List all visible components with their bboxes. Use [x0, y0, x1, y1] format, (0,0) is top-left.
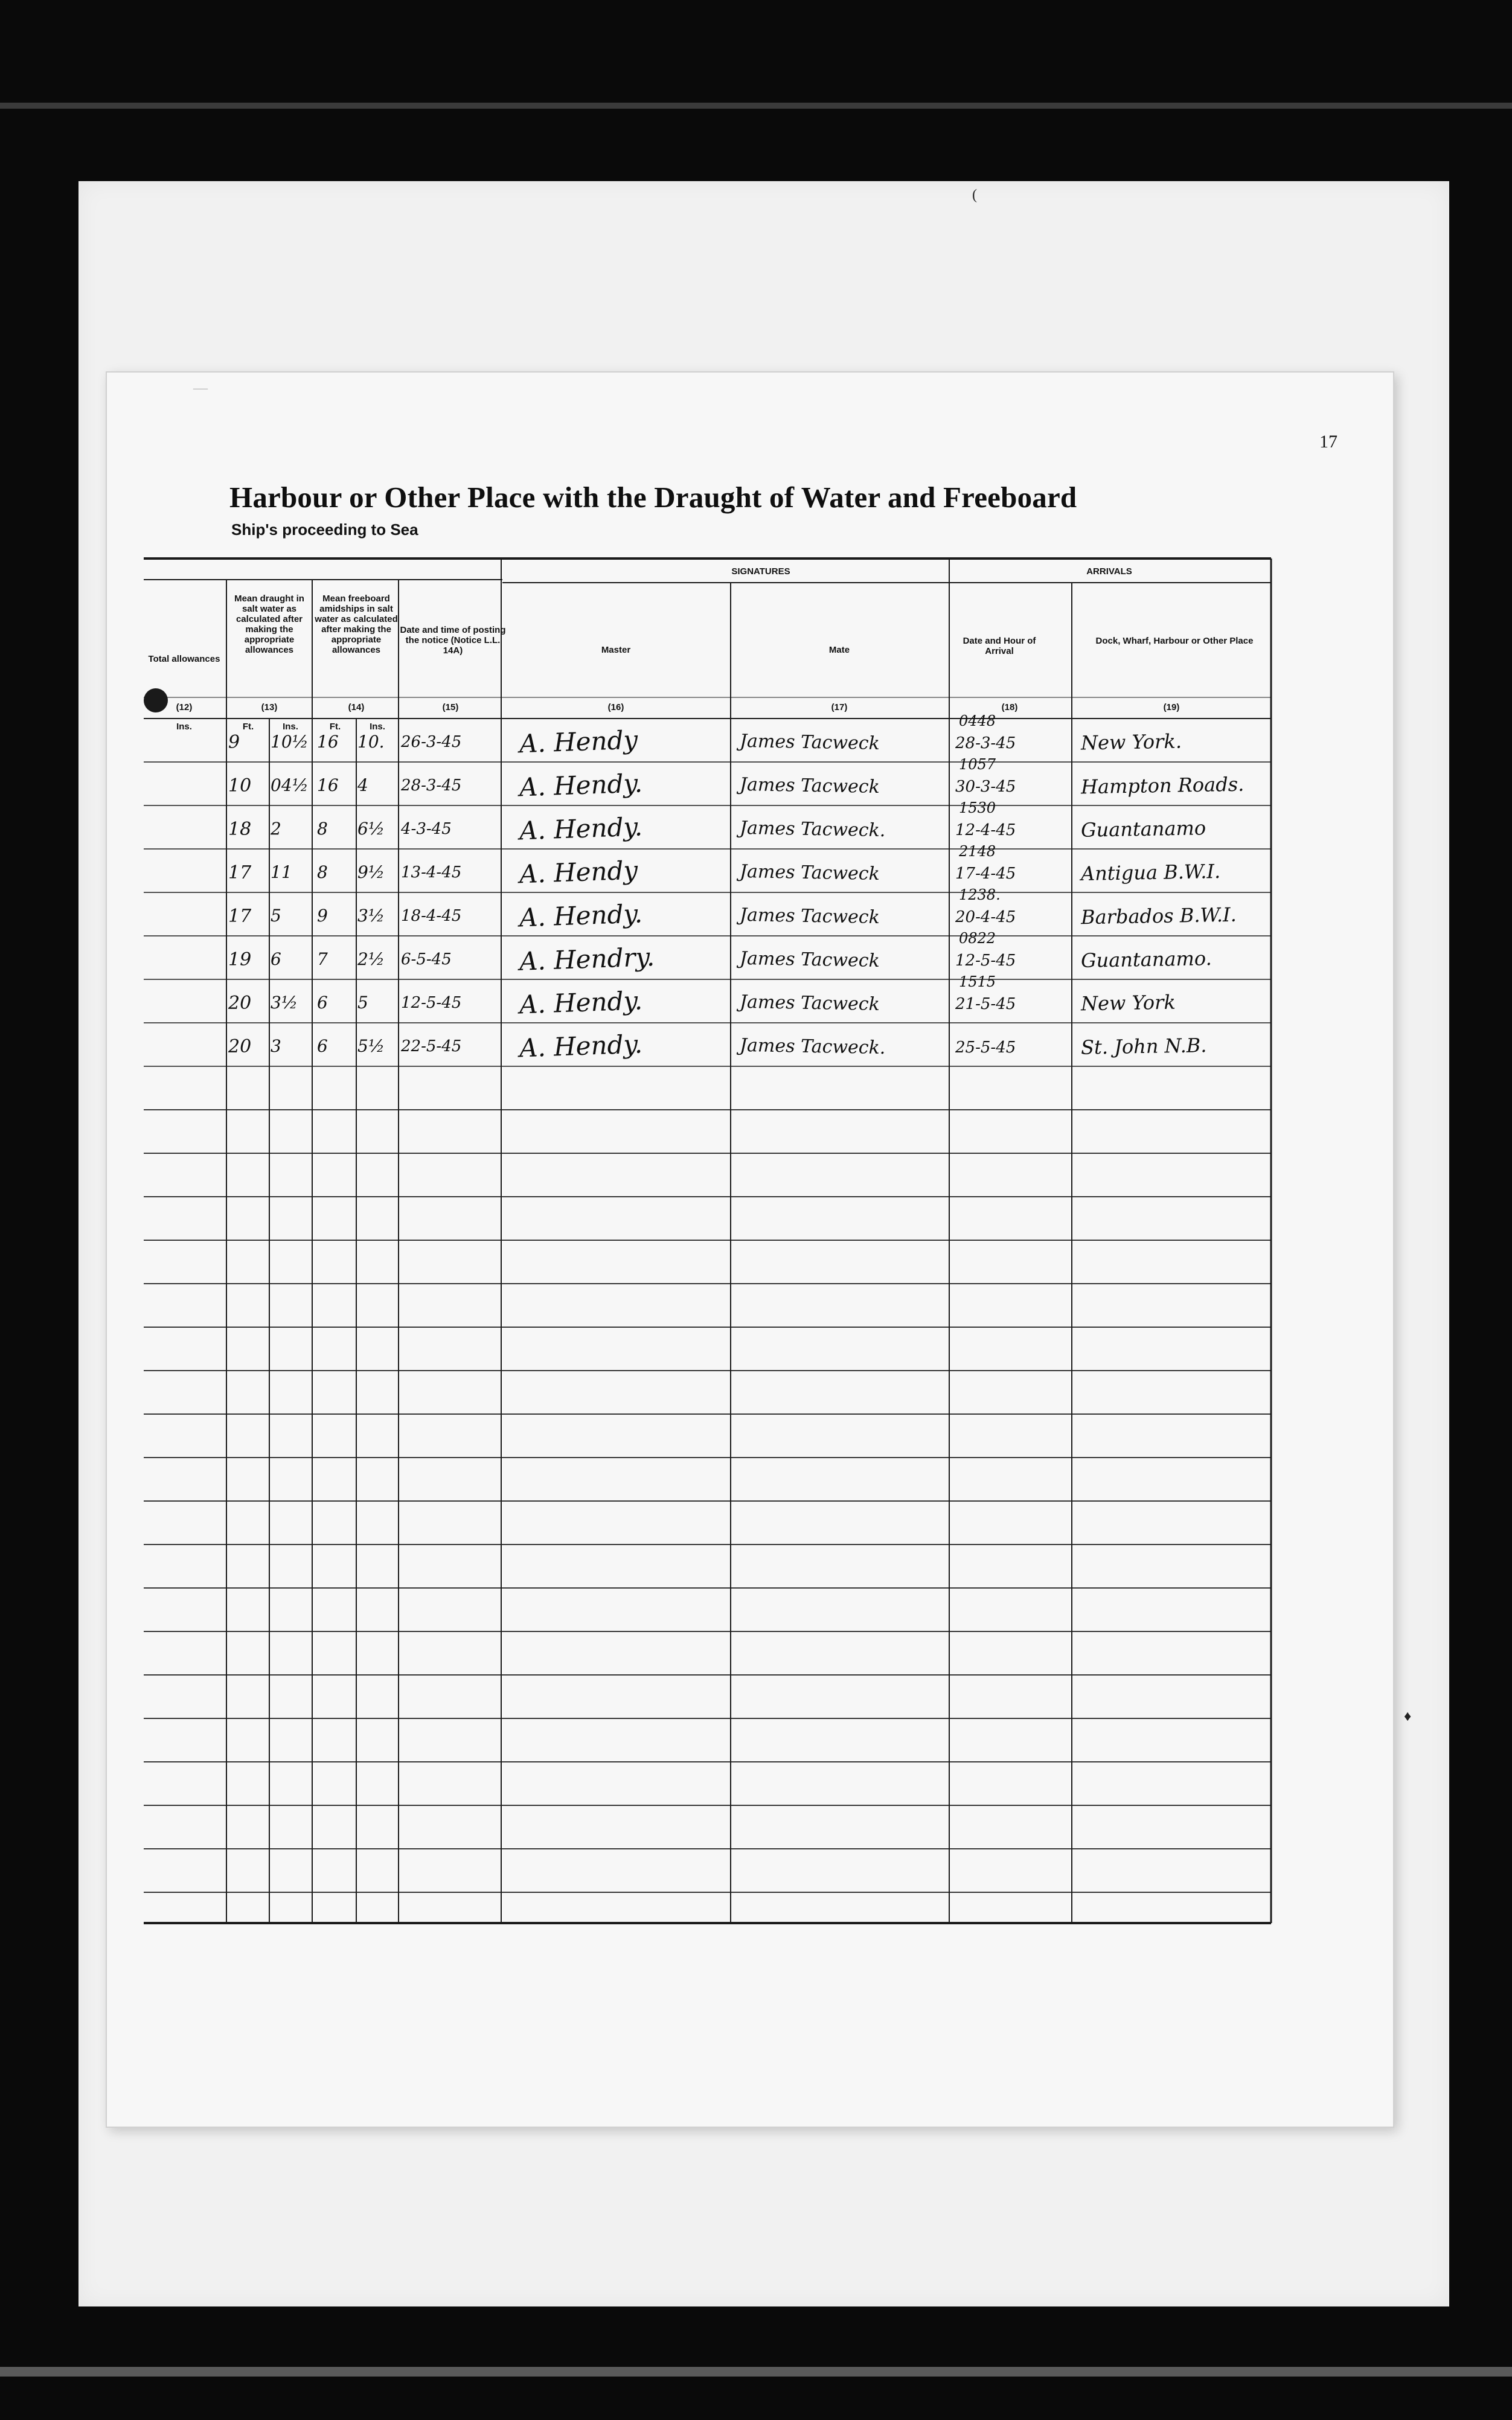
unit-label: Ins. — [176, 722, 192, 732]
column-header-date-posting: Date and time of posting the notice (Notice L.L. 14A) — [400, 625, 506, 656]
cell-mean-draught: 10½ — [271, 732, 309, 752]
cell-arrival-date: 25-5-45 — [955, 1039, 1016, 1057]
cell-mate-signature: James Tacweck. — [739, 817, 886, 842]
unit-label: Ft. — [242, 722, 254, 732]
cell-mate-signature: James Tacweck — [739, 947, 880, 972]
cell-posting-date: 6-5-45 — [401, 950, 452, 968]
cell-arrival-time: 1238. — [959, 886, 1001, 903]
cell-mate-signature: James Tacweck — [739, 773, 880, 798]
cell-arrival-date: 21-5-45 — [955, 995, 1016, 1013]
signatures-group-header: SIGNATURES — [731, 566, 790, 577]
cell-arrival-place: Antigua B.W.I. — [1080, 859, 1221, 886]
cell-mean-draught: 04½ — [271, 775, 309, 795]
unit-label: Ft. — [329, 722, 341, 732]
column-header-master: Master — [601, 645, 631, 655]
column-number: (16) — [607, 702, 624, 712]
cell-arrival-time: 1057 — [959, 756, 996, 773]
cell-mate-signature: James Tacweck. — [739, 1034, 886, 1059]
cell-freeboard-ins: 3½ — [357, 906, 385, 926]
cell-freeboard-ins: 9½ — [357, 862, 385, 882]
cell-master-signature: A. Hendy. — [519, 898, 643, 933]
cell-freeboard-ft: 9 — [317, 906, 328, 926]
cell-arrival-time: 1515 — [959, 973, 996, 990]
page-number: 17 — [1319, 432, 1337, 452]
cell-master-signature: A. Hendry. — [519, 942, 655, 976]
cell-master-signature: A. Hendy — [519, 725, 638, 759]
cell-freeboard-ft: 6 — [317, 993, 328, 1013]
cell-arrival-date: 28-3-45 — [955, 734, 1016, 752]
column-number: (19) — [1163, 702, 1180, 712]
cell-arrival-place: New York. — [1080, 729, 1182, 755]
cell-arrival-date: 20-4-45 — [955, 908, 1016, 926]
column-header-mean-freeboard: Mean freeboard amidships in salt water as calculated after making the appropriate allowances — [315, 594, 398, 655]
column-number: (17) — [831, 702, 848, 712]
cell-master-signature: A. Hendy. — [519, 811, 643, 846]
cell-freeboard-ins: 5½ — [357, 1036, 385, 1056]
cell-mean-draught: 2 — [271, 819, 281, 839]
cell-master-signature: A. Hendy. — [519, 1029, 643, 1063]
cell-arrival-place: Guantanamo. — [1080, 947, 1212, 972]
cell-freeboard-ft: 16 — [317, 732, 339, 752]
cell-freeboard-ins: 2½ — [357, 949, 385, 969]
cell-master-signature: A. Hendy — [519, 855, 638, 889]
cell-posting-date: 28-3-45 — [401, 776, 462, 795]
cell-posting-date: 12-5-45 — [401, 994, 462, 1012]
column-header-mate: Mate — [828, 645, 850, 655]
cell-freeboard-ft: 8 — [317, 819, 328, 839]
cell-posting-date: 4-3-45 — [401, 820, 452, 838]
page-subtitle: Ship's proceeding to Sea — [231, 520, 418, 539]
cell-posting-date: 22-5-45 — [401, 1037, 462, 1055]
cell-total-allowance: 10 — [228, 775, 252, 796]
cell-arrival-time: 0448 — [959, 712, 996, 729]
cell-arrival-place: Guantanamo — [1080, 816, 1206, 842]
scan-mark: — — [193, 380, 208, 396]
cell-freeboard-ins: 5 — [357, 993, 368, 1013]
cell-arrival-place: New York — [1080, 990, 1176, 1016]
cell-freeboard-ins: 4 — [357, 775, 368, 795]
cell-total-allowance: 17 — [228, 906, 252, 927]
cell-arrival-place: Hampton Roads. — [1080, 772, 1245, 799]
column-number: (13) — [261, 702, 278, 712]
column-header-date-arrival: Date and Hour of Arrival — [963, 636, 1036, 656]
cell-posting-date: 13-4-45 — [401, 863, 462, 882]
column-header-place: Dock, Wharf, Harbour or Other Place — [1095, 636, 1254, 646]
cell-mate-signature: James Tacweck — [739, 991, 880, 1016]
column-number: (12) — [176, 702, 193, 712]
cell-mate-signature: James Tacweck — [739, 860, 880, 885]
cell-arrival-time: 1530 — [959, 799, 996, 816]
cell-freeboard-ft: 6 — [317, 1036, 328, 1056]
cell-total-allowance: 9 — [228, 732, 240, 753]
edge-tick-mark: ♦ — [1404, 1709, 1412, 1724]
column-number: (18) — [1001, 702, 1018, 712]
cell-total-allowance: 17 — [228, 862, 252, 883]
arrivals-group-header: ARRIVALS — [1086, 566, 1132, 577]
cell-total-allowance: 18 — [228, 819, 252, 840]
cell-freeboard-ins: 6½ — [357, 819, 385, 839]
edge-tick-mark: ( — [972, 187, 977, 203]
cell-arrival-time: 0822 — [959, 930, 996, 947]
cell-posting-date: 26-3-45 — [401, 733, 462, 751]
column-header-mean-draught: Mean draught in salt water as calculated after making the appropriate allowances — [234, 594, 304, 655]
unit-label: Ins. — [370, 722, 385, 732]
cell-total-allowance: 20 — [228, 993, 252, 1014]
cell-freeboard-ft: 7 — [317, 949, 328, 969]
cell-mean-draught: 3 — [271, 1036, 281, 1056]
cell-arrival-date: 12-4-45 — [955, 821, 1016, 839]
column-header-total-allowances: Total allowances — [148, 654, 220, 664]
column-number: (14) — [348, 702, 365, 712]
cell-arrival-date: 12-5-45 — [955, 952, 1016, 970]
cell-arrival-date: 30-3-45 — [955, 778, 1016, 796]
cell-mate-signature: James Tacweck — [739, 730, 880, 755]
cell-freeboard-ft: 16 — [317, 775, 339, 795]
cell-arrival-place: St. John N.B. — [1080, 1034, 1207, 1059]
cell-master-signature: A. Hendy. — [519, 768, 643, 802]
page-title: Harbour or Other Place with the Draught of Water and Freeboard — [229, 481, 1077, 514]
cell-total-allowance: 19 — [228, 949, 252, 970]
column-number: (15) — [442, 702, 459, 712]
cell-freeboard-ins: 10. — [357, 732, 385, 752]
cell-mean-draught: 5 — [271, 906, 281, 926]
cell-posting-date: 18-4-45 — [401, 907, 462, 925]
cell-mate-signature: James Tacweck — [739, 904, 880, 929]
cell-total-allowance: 20 — [228, 1036, 252, 1057]
cell-mean-draught: 11 — [271, 862, 292, 882]
cell-arrival-place: Barbados B.W.I. — [1080, 903, 1237, 929]
cell-arrival-time: 2148 — [959, 843, 996, 860]
unit-label: Ins. — [283, 722, 298, 732]
cell-freeboard-ft: 8 — [317, 862, 328, 882]
cell-arrival-date: 17-4-45 — [955, 865, 1016, 883]
cell-master-signature: A. Hendy. — [519, 985, 643, 1020]
cell-mean-draught: 6 — [271, 949, 281, 969]
cell-mean-draught: 3½ — [271, 993, 298, 1013]
